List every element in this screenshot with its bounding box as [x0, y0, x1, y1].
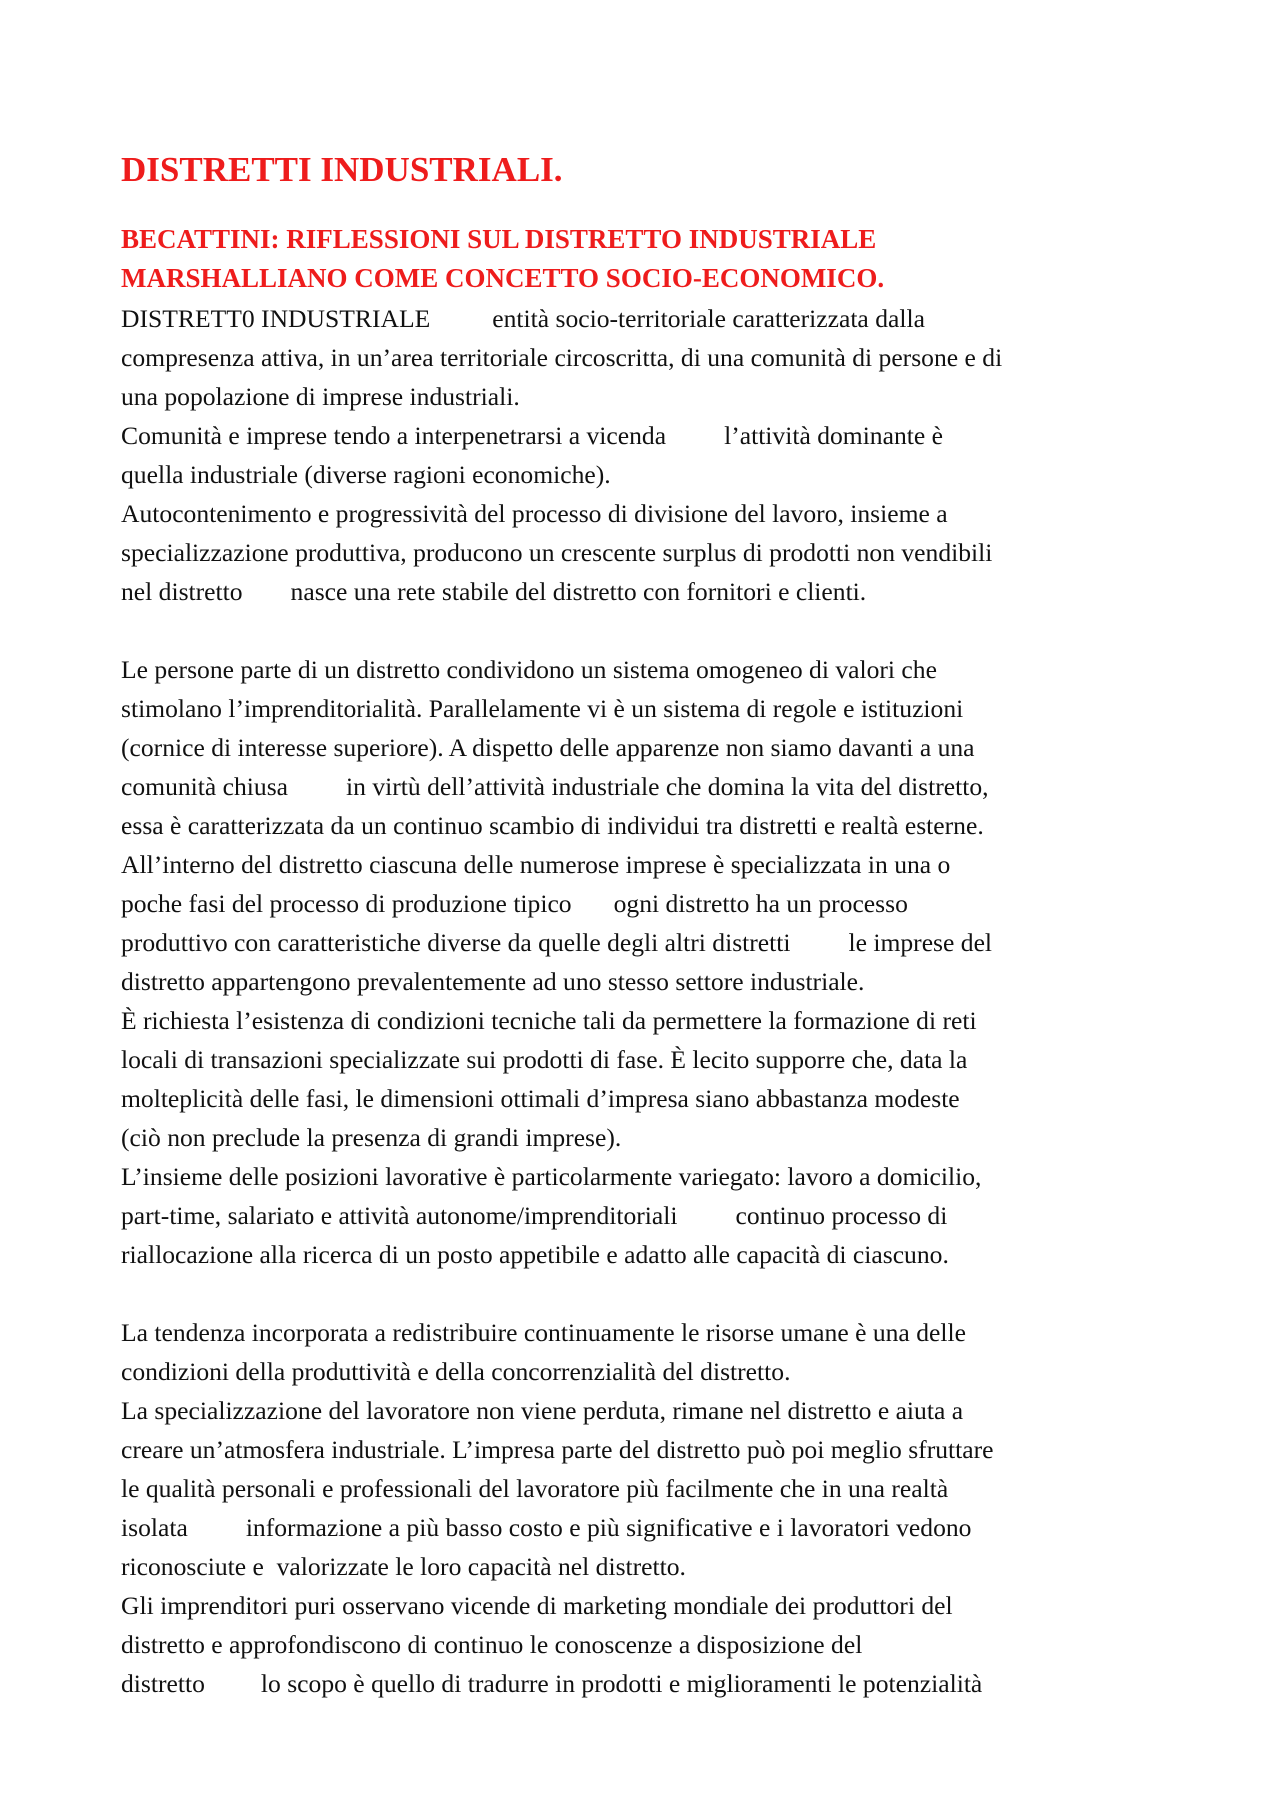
body-line-segment: DISTRETT0 INDUSTRIALE: [121, 304, 431, 333]
body-line-with-arrow: [121, 1508, 1002, 1547]
body-line: [121, 1001, 1002, 1040]
body-line-with-arrow: [121, 299, 1002, 338]
body-line-segment: condizioni della produttività e della concorrenzialità del distretto.: [121, 1357, 791, 1386]
body-line-with-arrow: [121, 572, 1002, 611]
body-line-segment: (cornice di interesse superiore). A dispetto delle apparenze non siamo davanti a una: [121, 733, 975, 762]
body-line-segment: distretto e approfondiscono di continuo le conoscenze a disposizione del: [121, 1630, 863, 1659]
body-line-segment: una popolazione di imprese industriali.: [121, 382, 520, 411]
body-line: [121, 1547, 1002, 1586]
body-line-segment: informazione a più basso costo e più significative e i lavoratori vedono: [245, 1513, 972, 1542]
body-line: [121, 377, 1002, 416]
body-line-segment: compresenza attiva, in un’area territoriale circoscritta, di una comunità di persone e di: [121, 343, 1003, 372]
body-line: [121, 1586, 1002, 1625]
body-line: [121, 533, 1002, 572]
body-line: [121, 494, 1002, 533]
body-line: [121, 1430, 1002, 1469]
body-line-with-arrow: [121, 1196, 1002, 1235]
body-line-segment: le imprese del: [848, 928, 993, 957]
body-line-segment: Autocontenimento e progressività del processo di divisione del lavoro, insieme a: [121, 499, 948, 528]
body-line-with-arrow: [121, 416, 1002, 455]
body-line: [121, 1352, 1002, 1391]
body-line-with-arrow: [121, 884, 1002, 923]
body-line-segment: stimolano l’imprenditorialità. Parallelamente vi è un sistema di regole e istituzioni: [121, 694, 964, 723]
body-line-segment: (ciò non preclude la presenza di grandi imprese).: [121, 1123, 622, 1152]
body-line-segment: La tendenza incorporata a redistribuire continuamente le risorse umane è una delle: [121, 1318, 966, 1347]
body-line-segment: La specializzazione del lavoratore non viene perduta, rimane nel distretto e aiuta a: [121, 1396, 964, 1425]
body-line-segment: poche fasi del processo di produzione tipico: [121, 889, 572, 918]
body-line: [121, 1235, 1002, 1274]
body-line-segment: continuo processo di: [735, 1201, 948, 1230]
document-subtitle: [121, 220, 884, 298]
body-line-segment: Gli imprenditori puri osservano vicende di marketing mondiale dei produttori del: [121, 1591, 953, 1620]
body-line: [121, 1391, 1002, 1430]
body-line-segment: lo scopo è quello di tradurre in prodotti e miglioramenti le potenzialità: [260, 1669, 983, 1698]
body-line-segment: creare un’atmosfera industriale. L’impresa parte del distretto può poi meglio sfruttare: [121, 1435, 994, 1464]
body-line: [121, 611, 1002, 650]
body-line-with-arrow: [121, 767, 1002, 806]
body-line: [121, 806, 1002, 845]
body-line-segment: All’interno del distretto ciascuna delle numerose imprese è specializzata in una o: [121, 850, 951, 879]
document-title: DISTRETTI INDUSTRIALI.: [121, 150, 563, 189]
body-line: [121, 1625, 1002, 1664]
body-line: [121, 1157, 1002, 1196]
body-line-segment: comunità chiusa: [121, 772, 289, 801]
body-line-segment: part-time, salariato e attività autonome/imprenditoriali: [121, 1201, 678, 1230]
body-line-segment: quella industriale (diverse ragioni economiche).: [121, 460, 611, 489]
body-line: [121, 1079, 1002, 1118]
body-line-segment: isolata: [121, 1513, 188, 1542]
body-line-segment: produttivo con caratteristiche diverse da quelle degli altri distretti: [121, 928, 791, 957]
body-line: [121, 1274, 1002, 1313]
body-line-segment: molteplicità delle fasi, le dimensioni ottimali d’impresa siano abbastanza modeste: [121, 1084, 960, 1113]
body-line: [121, 845, 1002, 884]
subtitle-line: BECATTINI: RIFLESSIONI SUL DISTRETTO INDUSTRIALE: [121, 224, 877, 254]
body-line-segment: Comunità e imprese tendo a interpenetrarsi a vicenda: [121, 421, 667, 450]
body-line: [121, 689, 1002, 728]
body-line: [121, 728, 1002, 767]
body-line-segment: È richiesta l’esistenza di condizioni tecniche tali da permettere la formazione di reti: [121, 1006, 977, 1035]
subtitle-line: MARSHALLIANO COME CONCETTO SOCIO-ECONOMICO.: [121, 263, 885, 293]
body-line-segment: essa è caratterizzata da un continuo scambio di individui tra distretti e realtà esterne.: [121, 811, 984, 840]
body-line-segment: entità socio-territoriale caratterizzata dalla: [492, 304, 925, 333]
body-line: [121, 455, 1002, 494]
body-line-with-arrow: [121, 923, 1002, 962]
body-line-segment: riconosciute e valorizzate le loro capacità nel distretto.: [121, 1552, 686, 1581]
body-line-segment: Le persone parte di un distretto condividono un sistema omogeneo di valori che: [121, 655, 937, 684]
body-line-segment: locali di transazioni specializzate sui prodotti di fase. È lecito supporre che, data la: [121, 1045, 968, 1074]
body-line-segment: ogni distretto ha un processo: [613, 889, 908, 918]
body-line-segment: distretto appartengono prevalentemente ad uno stesso settore industriale.: [121, 967, 865, 996]
body-line-segment: L’insieme delle posizioni lavorative è particolarmente variegato: lavoro a domicilio,: [121, 1162, 982, 1191]
body-line-segment: nasce una rete stabile del distretto con fornitori e clienti.: [290, 577, 867, 606]
body-line: [121, 962, 1002, 1001]
body-line-segment: le qualità personali e professionali del lavoratore più facilmente che in una realtà: [121, 1474, 949, 1503]
body-line: [121, 1313, 1002, 1352]
body-line: [121, 1040, 1002, 1079]
body-line-segment: in virtù dell’attività industriale che domina la vita del distretto,: [346, 772, 989, 801]
body-line: [121, 650, 1002, 689]
body-line-with-arrow: [121, 1664, 1002, 1703]
body-line-segment: l’attività dominante è: [724, 421, 943, 450]
body-line-segment: riallocazione alla ricerca di un posto appetibile e adatto alle capacità di ciascuno.: [121, 1240, 949, 1269]
body-line-segment: distretto: [121, 1669, 205, 1698]
body-text: [121, 299, 1002, 1703]
body-line: [121, 1118, 1002, 1157]
body-line-segment: specializzazione produttiva, producono un crescente surplus di prodotti non vendibili: [121, 538, 993, 567]
body-line: [121, 338, 1002, 377]
body-line: [121, 1469, 1002, 1508]
body-line-segment: nel distretto: [121, 577, 243, 606]
